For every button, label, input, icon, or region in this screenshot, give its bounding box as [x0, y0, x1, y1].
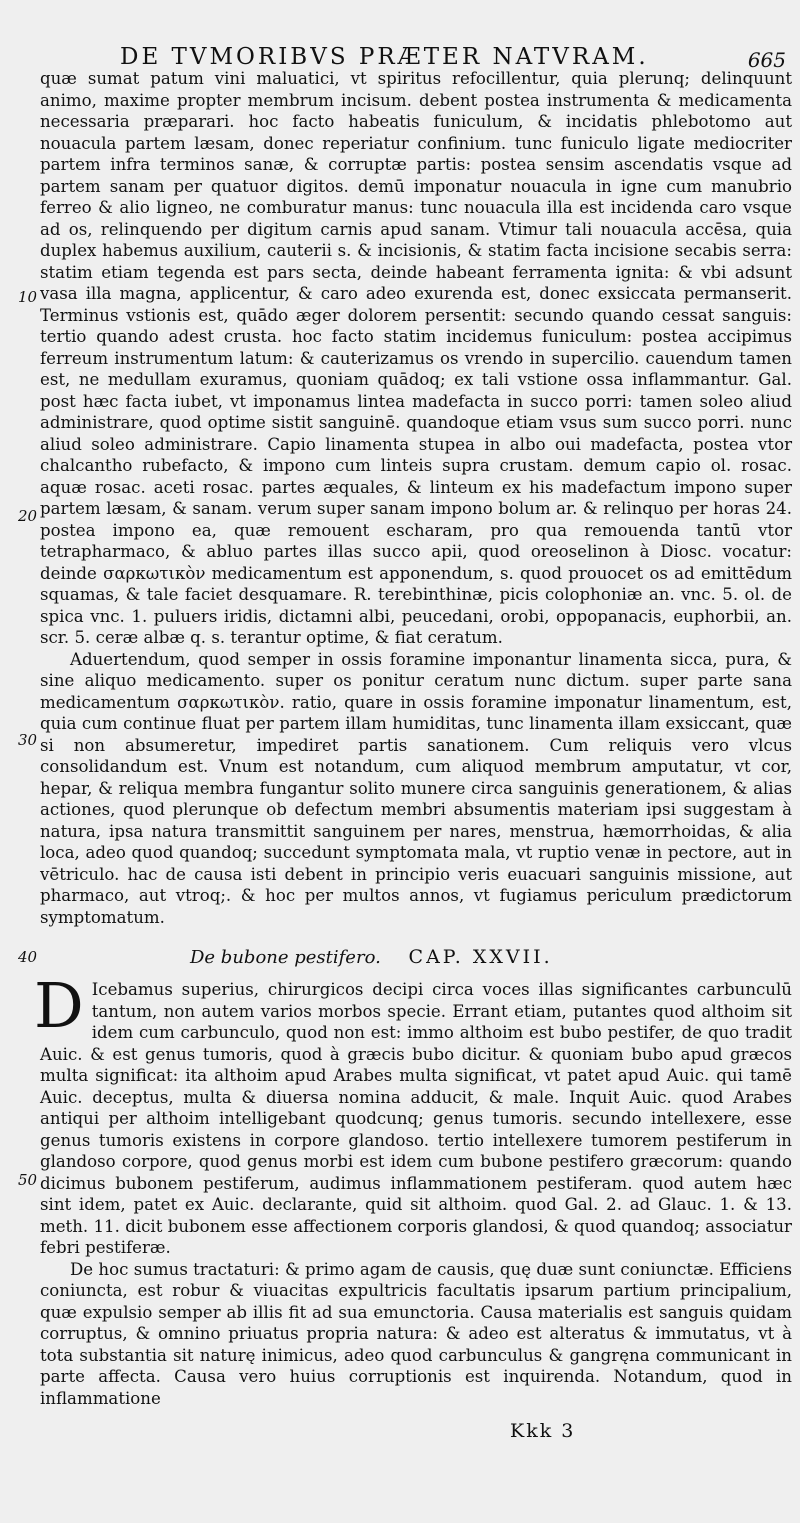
text-block-2: [34, 969, 792, 1409]
chapter-heading: [190, 946, 590, 968]
text-block-1: [40, 68, 792, 928]
line-number-40: 40: [18, 948, 38, 966]
drop-cap: D: [34, 969, 84, 1042]
chapter-number: CAP. XXVII.: [408, 946, 553, 968]
chapter-title: De bubone pestifero.: [190, 947, 381, 968]
paragraph: quæ sumat patum vini maluatici, vt spiritus refocillentur, quia plerunq; delinquunt animo, maxime propter membrum incisum. debent postea instrumenta & medicamenta necessaria præparari. hoc facto habeatis funiculum, & incidatis phlebotomo aut nouacula partem læsam, donec reperiatur confinium. tunc funiculo ligate mediocriter partem infra terminos sanæ, & corruptæ partis: postea sensim ascendatis vsque ad partem sanam per quatuor digitos. demū imponatur nouacula in igne cum manubrio ferreo & alio ligneo, ne comburatur manus: tunc nouacula illa est incidenda caro vsque ad os, relinquendo per digitum carnis apud sanam. Vtimur tali nouacula accēsa, quia duplex habemus auxilium, cauterii s. & incisionis, & statim facta incisione secabis serra: statim etiam tegenda est pars secta, deinde habeant ferramenta ignita: & vbi adsunt vasa illa magna, applicentur, & caro adeo exurenda est, donec exsiccata permanserit. Terminus vstionis est, quādo æger dolorem persentit: secundo quando cessat sanguis: tertio quando adest crusta. hoc facto statim incidemus funiculum: postea accipimus ferreum instrumentum latum: & cauterizamus os vrendo in supercilio. cauendum tamen est, ne medullam exuramus, quoniam quādoq; ex tali vstione ossa inflammantur. Gal. post hæc facta iubet, vt imponamus lintea madefacta in succo porri: tamen soleo aliud administrare, quod optime sistit sanguinē. quandoque etiam vsus sum succo porri. nunc aliud soleo administrare. Capio linamenta stupea in albo oui madefacta, postea vtor chalcantho rubefacto, & impono cum linteis supra crustam. demum capio ol. rosac. aquæ rosac. aceti rosac. partes æquales, & linteum ex his madefactum impono super partem læsam, & sanam. verum super sanam impono bolum ar. & relinquo per horas 24. postea impono ea, quæ remouent escharam, pro qua remouenda tantū vtor tetrapharmaco, & abluo partes illas succo apii, quod oreoselinon à Diosc. vocatur: deinde σαρκωτικὸν medicamentum est apponendum, s. quod prouocet os ad emittēdum squamas, & tale faciet desquamare. R. terebinthinæ, picis colophoniæ an. vnc. 5. ol. de spica vnc. 1. puluers iridis, dictamni albi, peucedani, orobi, oppopanacis, euphorbii, an. scr. 5. ceræ albæ q. s. terantur optime, & fiat ceratum.: [40, 69, 792, 647]
paragraph: Aduertendum, quod semper in ossis foramine imponantur linamenta sicca, pura, & sine aliquo medicamento. super os ponitur ceratum nunc dictum. super parte sana medicamentum σαρκωτικὸν. ratio, quare in ossis foramine imponatur linamentum, est, quia cum continue fluat per partem illam humiditas, tunc linamenta illam exsiccant, quæ si non absumeretur, impediret partis sanationem. Cum reliquis vero vlcus consolidandum est. Vnum est notandum, cum aliquod membrum amputatur, vt cor, hepar, & reliqua membra fungantur solito munere circa sanguinis generationem, & alias actiones, quod plerunque ob defectum membri absumentis materiam ipsi suggestam à natura, ipsa natura transmittit sanguinem per nares, menstrua, hæmorrhoidas, & alia loca, adeo quod quandoq; succedunt symptomata mala, vt ruptio venæ in pectore, aut in vētriculo. hac de causa isti debent in principio veris euacuari sanguinis missione, aut pharmaco, aut vtroq;. & hoc per multos annos, vt fugiamus periculum prædictorum symptomatum.: [40, 649, 792, 927]
paragraph: De hoc sumus tractaturi: & primo agam de causis, quę duæ sunt coniunctæ. Efficiens coniuncta, est robur & viuacitas expultricis facultatis ipsarum partium principalium, quæ expulsio semper ab illis fit ad sua emunctoria. Causa materialis est sanguis quidam corruptus, & omnino priuatus propria natura: & adeo est alteratus & immutatus, vt à tota substantia sit naturę inimicus, adeo quod carbunculus & gangręna communicant in parte affecta. Causa vero huius corruptionis est inquirenda. Notandum, quod in inflammatione: [40, 1259, 792, 1408]
running-title: DE TVMORIBVS PRÆTER NATVRAM.: [120, 44, 649, 70]
signature-mark: Kkk 3: [510, 1420, 576, 1442]
line-number-30: 30: [18, 731, 38, 749]
page-number: 665: [747, 48, 786, 72]
paragraph-text: Icebamus superius, chirurgicos decipi circa voces illas significantes carbunculū tantum, non autem varios morbos specie. Errant etiam, putantes quod althoim sit idem cum carbunculo, quod non est: immo althoim est bubo pestifer, de quo tradit Auic. & est genus tumoris, quod à græcis bubo dicitur. & quoniam bubo apud græcos multa significat: ita althoim apud Arabes multa significat, vt patet apud Auic. qui tamē Auic. deceptus, multa & diuersa nomina adducit, & male. Inquit Auic. quod Arabes antiqui per althoim intelligebant quodcunq; genus tumoris. secundo intellexere, esse genus tumoris existens in corpore glandoso. tertio intellexere tumorem pestiferum in glandoso corpore, quod genus morbi est idem cum bubone pestifero græcorum: quando dicimus bubonem pestiferum, audimus inflammationem pestiferam. quod autem hæc sint idem, patet ex Auic. declarante, quid sit althoim. quod Gal. 2. ad Glauc. 1. & 13. meth. 11. dicit bubonem esse affectionem corporis glandosi, & quod quandoq; associatur febri pestiferæ.: [40, 980, 792, 1257]
line-number-10: 10: [18, 288, 38, 306]
paragraph: [34, 969, 792, 1259]
line-number-20: 20: [18, 507, 38, 525]
line-number-50: 50: [18, 1171, 38, 1189]
